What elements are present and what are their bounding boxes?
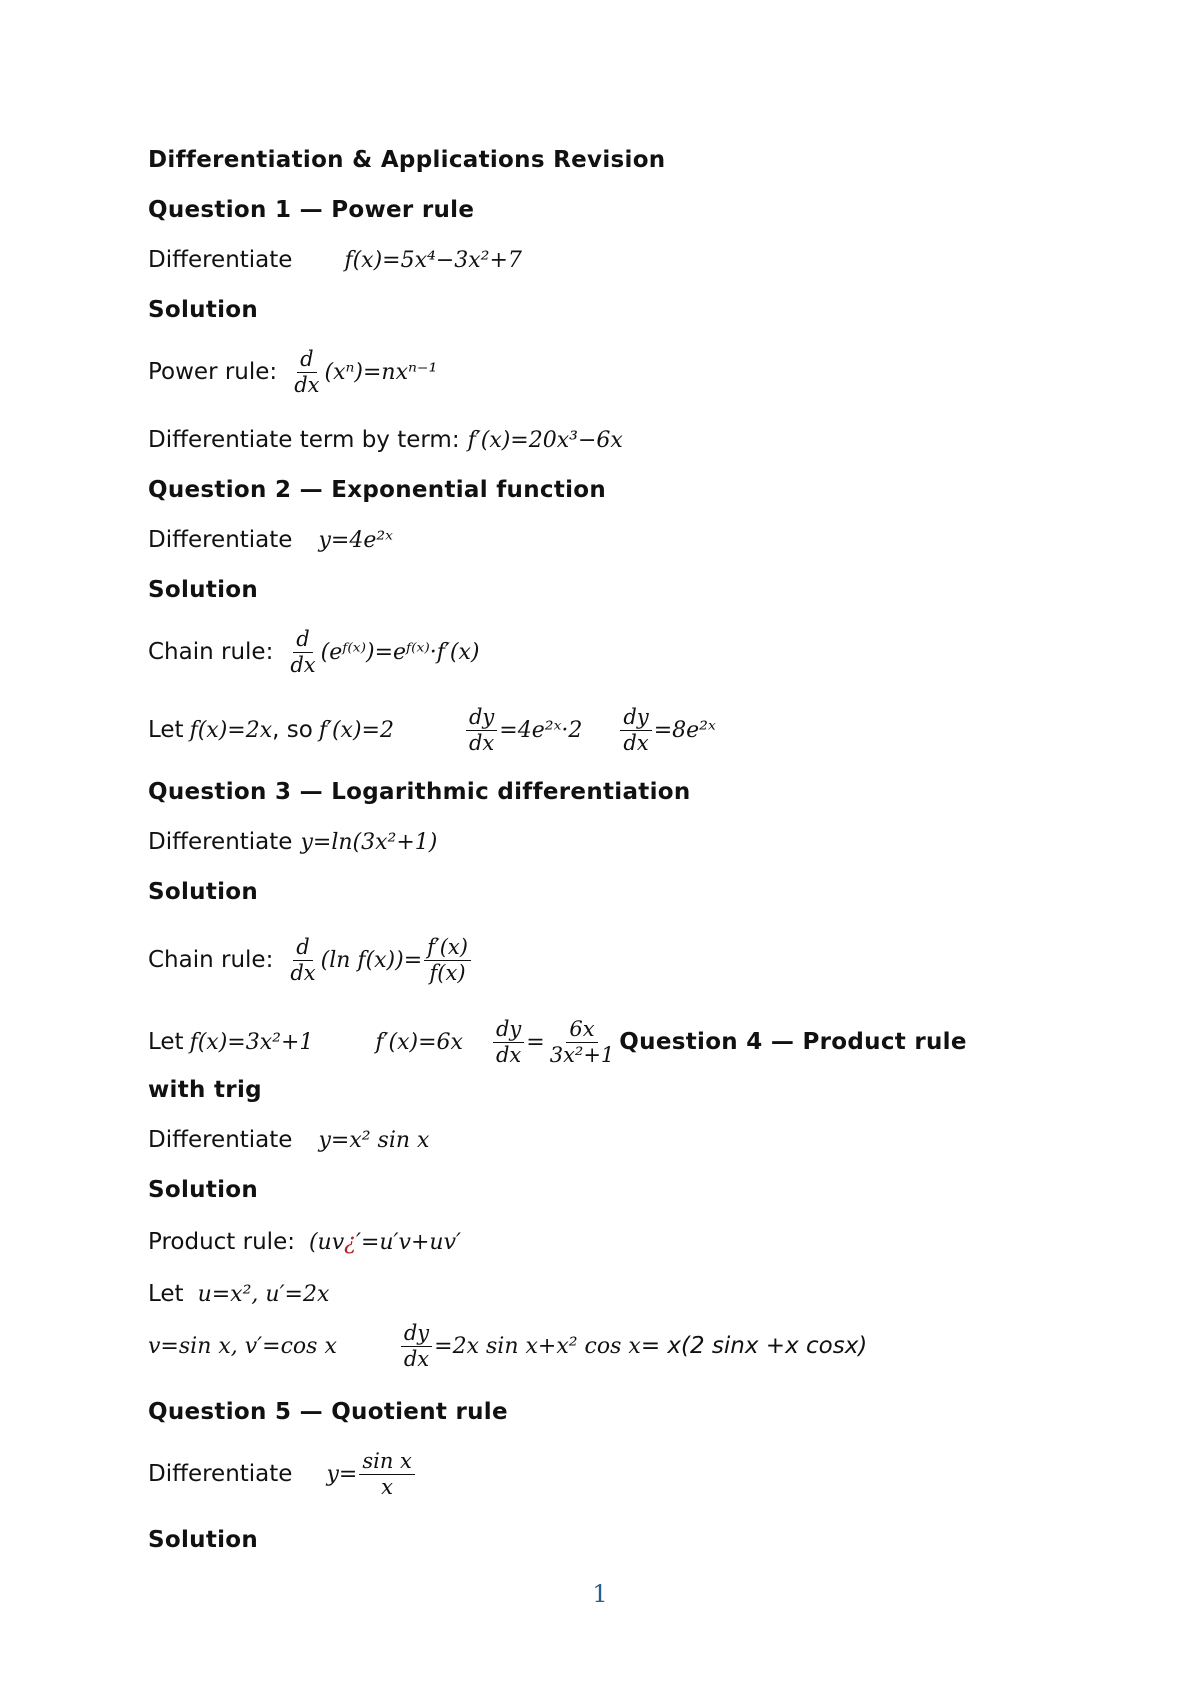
q3-step-fraction-left [493,1016,524,1067]
q2-step2 [618,704,716,755]
q3-step-den-right: 3x²+1 [549,1042,615,1067]
q1-prompt: Differentiate [148,247,293,273]
q2-step2-num: dy [620,707,651,731]
q2-step2-rhs: =8e²ˣ [653,717,716,743]
q4-step-num: dy [401,1323,432,1347]
q5-expr-den: x [381,1474,394,1499]
q4-v-expression: v=sin x, v′=cos x [148,1333,337,1359]
q2-so-expression: f′(x)=2 [318,717,394,743]
q5-expression [326,1448,416,1499]
q3-step [491,1016,619,1067]
q2-step1-den: dx [468,730,495,755]
q3-rule-fraction [287,934,318,985]
q5-prompt-line [148,1448,417,1499]
q3-let-line [148,1016,967,1067]
q2-let-line [148,704,716,755]
q2-let-label: Let [148,717,184,743]
q1-prompt-line [148,240,522,280]
q2-step1-num: dy [466,707,497,731]
q1-solution-label: Solution [148,297,259,323]
q4-step [399,1320,641,1371]
q1-rule-label: Power rule: [148,359,278,385]
q4-rule-line [148,1222,461,1262]
q3-deriv-expression: f′(x)=6x [375,1029,463,1055]
q2-rule-formula [285,626,480,677]
q3-rule-line [148,934,473,985]
q2-prompt-line [148,520,393,560]
q1-heading: Question 1 — Power rule [148,197,475,223]
q3-rule-formula [285,934,473,985]
q2-rule-line [148,626,480,677]
q3-rule-frac-num: d [293,937,312,961]
q1-expression: f(x)=5x⁴−3x²+7 [344,247,522,273]
q2-prompt: Differentiate [148,527,293,553]
q4-prompt: Differentiate [148,1127,293,1153]
q3-prompt-line [148,822,437,862]
q5-solution-label: Solution [148,1527,259,1553]
q4-solution-label: Solution [148,1177,259,1203]
page-number: 1 [592,1580,608,1608]
q3-rule-mid: (ln f(x))= [320,947,423,973]
q3-step-num-right: 6x [566,1019,597,1043]
q4-rule-open: (uv [308,1229,345,1255]
q4-step-den: dx [403,1346,430,1371]
q2-rule-label: Chain rule: [148,639,274,665]
q3-rule-frac-den: dx [290,960,316,985]
q1-step-label: Differentiate term by term: [148,427,460,453]
q2-step1-rhs: =4e²ˣ·2 [499,717,583,743]
q3-rule-label: Chain rule: [148,947,274,973]
q3-rule-rhs-num: f′(x) [424,937,471,961]
q1-rule-frac-den: dx [294,372,320,397]
q1-rule-fraction [291,346,322,397]
q4-prompt-line [148,1120,429,1160]
q5-expr-num: sin x [359,1451,415,1475]
q3-step-fraction-right [547,1016,618,1067]
q4-heading-part2: with trig [148,1077,262,1103]
q3-step-eq: = [526,1029,545,1055]
q2-rule-rhs: (eᶠ⁽ˣ⁾)=eᶠ⁽ˣ⁾·f′(x) [320,639,480,665]
q5-heading: Question 5 — Quotient rule [148,1399,508,1425]
q2-so-label: , so [272,717,313,743]
q3-solution-label: Solution [148,879,259,905]
q3-heading: Question 3 — Logarithmic differentiation [148,779,691,805]
q4-heading-part1: Question 4 — Product rule [619,1029,967,1055]
q2-let-expression: f(x)=2x [189,717,273,743]
q5-prompt: Differentiate [148,1461,293,1487]
q2-step2-den: dx [623,730,649,755]
q1-rule-formula [289,346,438,397]
q1-rule-rhs: (xⁿ)=nxⁿ⁻¹ [324,359,438,385]
q4-step-final: = x(2 sinx +x cosx) [640,1333,868,1359]
q1-step-expression: f′(x)=20x³−6x [467,427,623,453]
q3-let-label: Let [148,1029,184,1055]
q1-rule-line [148,346,438,397]
q4-v-line [148,1320,868,1371]
document-title: Differentiation & Applications Revision [148,147,666,173]
q2-heading: Question 2 — Exponential function [148,477,607,503]
q2-expression: y=4e²ˣ [318,527,393,553]
q1-rule-frac-num: d [297,349,316,373]
q4-rule-label: Product rule: [148,1229,295,1255]
q4-step-fraction [401,1320,432,1371]
q4-rule-formula [309,1230,461,1255]
q3-let-expression: f(x)=3x²+1 [189,1029,314,1055]
q2-rule-frac-den: dx [290,652,316,677]
q3-expression: y=ln(3x²+1) [300,829,438,855]
q2-step1-fraction [466,704,497,755]
q4-expression: y=x² sin x [318,1127,430,1153]
q3-rule-rhs-den: f(x) [429,960,466,985]
q2-rule-frac-num: d [293,629,312,653]
q3-rule-rhs-fraction [424,934,471,985]
q5-expr-fraction [359,1448,415,1499]
q2-step1 [464,704,583,755]
q4-let-expression: u=x², u′=2x [197,1281,330,1307]
q2-solution-label: Solution [148,577,259,603]
q4-rule-error-glyph: ¿ [344,1229,356,1255]
q3-step-den-left: dx [495,1042,522,1067]
q4-let-label: Let [148,1281,184,1307]
q2-step2-fraction [620,704,651,755]
q2-rule-fraction [287,626,318,677]
q4-step-rhs: =2x sin x+x² cos x [434,1333,641,1359]
q4-rule-rest: ′=u′v+uv′ [355,1229,462,1255]
q4-let-line [148,1274,329,1314]
q3-step-num-left: dy [493,1019,524,1043]
q5-expr-lhs: y= [326,1461,358,1487]
q3-prompt: Differentiate [148,829,293,855]
q1-step-line [148,420,623,460]
